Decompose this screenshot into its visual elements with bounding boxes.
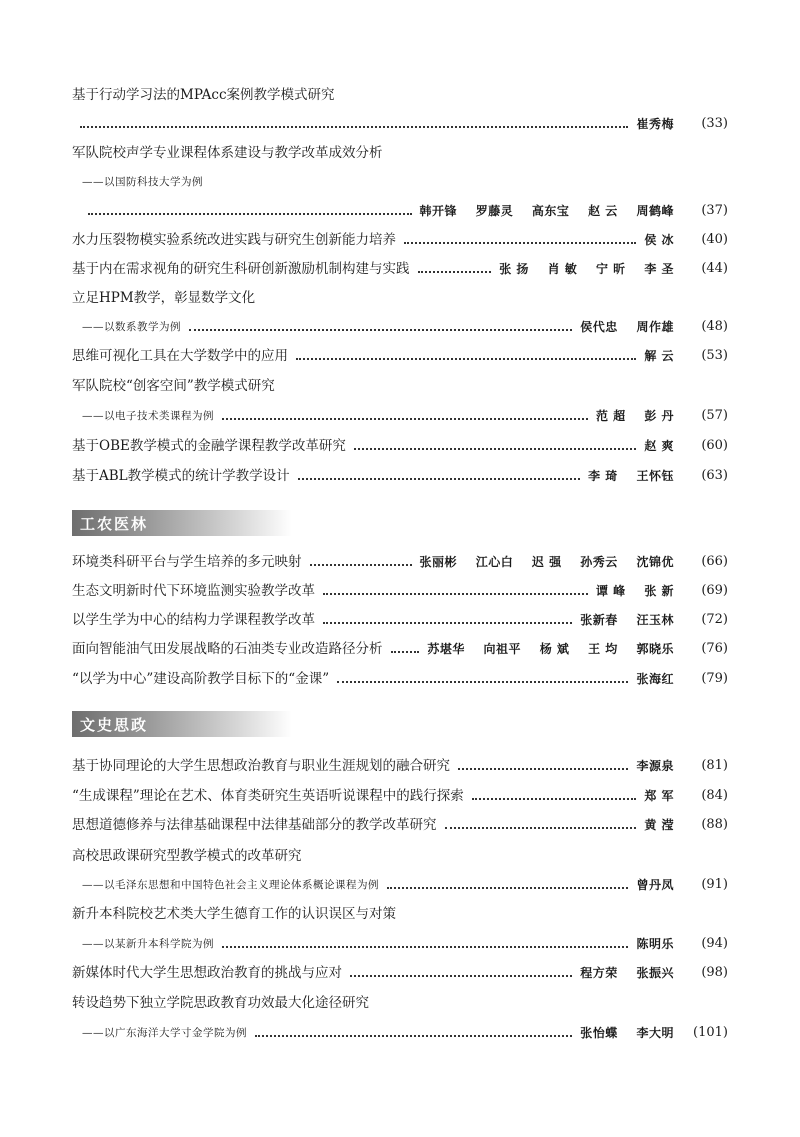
toc-entry-authors: [588, 465, 674, 487]
page-number: (69): [701, 583, 728, 598]
leader-dots: [354, 448, 636, 450]
toc-entry-authors: [644, 785, 674, 807]
toc-entry-authors: [580, 609, 674, 631]
toc-entry-subtitle: ——以电子技术类课程为例: [82, 410, 214, 422]
leader-dots: [472, 798, 637, 800]
leader-dots: [88, 213, 412, 215]
page-number: (81): [701, 758, 728, 773]
author-name: 向祖平: [483, 642, 522, 656]
page-number: (94): [701, 936, 728, 951]
page-number: (98): [701, 965, 728, 980]
page-number: (72): [701, 612, 728, 627]
leader-dots: [458, 768, 628, 770]
author-name: 汪玉林: [636, 613, 674, 627]
toc-entry-subtitle-line: [72, 171, 728, 193]
author-name: 范 超: [595, 409, 626, 423]
author-name: 李 琦: [588, 469, 618, 483]
author-name: 张新春: [580, 613, 618, 627]
author-name: 杨 斌: [539, 642, 570, 656]
author-name: 沈锦优: [636, 555, 674, 569]
author-name: 张怡蝶: [580, 1026, 618, 1040]
author-name: 宁 昕: [595, 262, 626, 276]
toc-entry-line: [72, 1022, 728, 1044]
toc-entry-authors: [636, 113, 674, 135]
page-number: (37): [701, 203, 728, 218]
page-number: (66): [701, 554, 728, 569]
page-number: (88): [701, 817, 728, 832]
author-name: 李源泉: [636, 759, 674, 773]
author-name: 李大明: [636, 1026, 674, 1040]
toc-entry-authors: [420, 200, 675, 222]
author-name: 郭晓乐: [636, 642, 674, 656]
page-number: (101): [693, 1025, 728, 1040]
leader-dots: [296, 358, 636, 360]
toc-entry-authors: [636, 755, 674, 777]
toc-entry-title: 基于内在需求视角的研究生科研创新激励机制构建与实践: [72, 261, 410, 277]
author-name: 黄 滢: [644, 818, 674, 832]
toc-entry-line: [72, 200, 728, 222]
toc-entry-authors: [596, 405, 674, 427]
section-header: [72, 510, 292, 536]
toc-entry-line: [72, 316, 728, 338]
page-number: (33): [701, 116, 728, 131]
page-number: (63): [701, 468, 728, 483]
toc-entry-title: 思维可视化工具在大学数学中的应用: [72, 348, 288, 364]
toc-entry-authors: [644, 345, 674, 367]
author-name: 张丽彬: [419, 555, 458, 569]
toc-entry-line: [72, 258, 728, 280]
toc-entry-line: [72, 814, 728, 836]
page-number: (84): [701, 788, 728, 803]
toc-entry-title: 基于ABL教学模式的统计学教学设计: [72, 468, 290, 484]
page-number: (60): [701, 438, 728, 453]
toc-entry-authors: [499, 258, 674, 280]
leader-dots: [350, 975, 572, 977]
page-number: (48): [701, 319, 728, 334]
section-header: [72, 711, 292, 737]
author-name: 肖 敏: [547, 262, 578, 276]
toc-entry-line: [72, 405, 728, 427]
leader-dots: [189, 329, 572, 331]
toc-entry-line: [72, 874, 728, 896]
toc-entry-line: [72, 580, 728, 602]
author-name: 王怀钰: [636, 469, 674, 483]
toc-entry-subtitle: ——以广东海洋大学寸金学院为例: [82, 1027, 247, 1039]
toc-entry-authors: [636, 933, 674, 955]
toc-entry-line: [72, 465, 728, 487]
author-name: 赵 爽: [644, 439, 674, 453]
toc-entry-authors: [636, 668, 674, 690]
author-name: 高东宝: [531, 204, 570, 218]
toc-entry-subtitle: ——以国防科技大学为例: [82, 176, 203, 188]
page-number: (91): [701, 877, 728, 892]
author-name: 崔秀梅: [636, 117, 674, 131]
author-name: 江心白: [475, 555, 514, 569]
toc-entry-subtitle: ——以毛泽东思想和中国特色社会主义理论体系概论课程为例: [82, 879, 379, 891]
toc-entry-line: [72, 785, 728, 807]
author-name: 陈明乐: [636, 937, 674, 951]
toc-entry-title: 军队院校“创客空间”教学模式研究: [72, 378, 275, 394]
toc-entry-line: [72, 229, 728, 251]
leader-dots: [445, 827, 637, 829]
leader-dots: [255, 1035, 572, 1037]
leader-dots: [323, 593, 588, 595]
page-number: (40): [701, 232, 728, 247]
author-name: 周作雄: [636, 320, 674, 334]
toc-entry-authors: [427, 638, 674, 660]
toc-entry-title: 以学生学为中心的结构力学课程教学改革: [72, 612, 315, 628]
leader-dots: [337, 681, 628, 683]
leader-dots: [418, 271, 492, 273]
toc-entry-line: [72, 933, 728, 955]
toc-entry-title: 军队院校声学专业课程体系建设与教学改革成效分析: [72, 145, 383, 161]
author-name: 曾丹凤: [636, 878, 674, 892]
author-name: 张海红: [636, 672, 674, 686]
leader-dots: [222, 418, 588, 420]
leader-dots: [298, 478, 580, 480]
toc-entry-line: [72, 962, 728, 984]
author-name: 孙秀云: [580, 555, 618, 569]
toc-entry-authors: [596, 580, 674, 602]
toc-entry-authors: [580, 316, 674, 338]
toc-entry-subtitle: ——以数系教学为例: [82, 321, 181, 333]
author-name: 韩开锋: [419, 204, 458, 218]
toc-entry-line: [72, 345, 728, 367]
author-name: 李 圣: [644, 262, 674, 276]
toc-entry-subtitle: ——以某新升本科学院为例: [82, 938, 214, 950]
author-name: 彭 丹: [644, 409, 674, 423]
author-name: 张 新: [644, 584, 674, 598]
toc-entry-authors: [644, 814, 674, 836]
leader-dots: [404, 242, 636, 244]
toc-entry-title: 面向智能油气田发展战略的石油类专业改造路径分析: [72, 641, 383, 657]
toc-entry-line: [72, 435, 728, 457]
toc-entry-title: 生态文明新时代下环境监测实验教学改革: [72, 583, 315, 599]
leader-dots: [222, 946, 628, 948]
author-name: 解 云: [644, 349, 674, 363]
section-title: 文史思政: [80, 715, 149, 734]
toc-entry-title: 转设趋势下独立学院思政教育功效最大化途径研究: [72, 995, 369, 1011]
toc-entry-line: [72, 551, 728, 573]
author-name: 苏堪华: [427, 642, 465, 656]
toc-entry-title: 基于协同理论的大学生思想政治教育与职业生涯规划的融合研究: [72, 758, 450, 774]
toc-entry-line: [72, 113, 728, 135]
author-name: 郑 军: [644, 789, 674, 803]
toc-entry-title: “以学为中心”建设高阶教学目标下的“金课”: [72, 671, 330, 687]
toc-entry-title: 新升本科院校艺术类大学生德育工作的认识误区与对策: [72, 906, 396, 922]
toc-entry-line: [72, 609, 728, 631]
toc-entry-authors: [644, 435, 674, 457]
section-title: 工农医林: [80, 514, 149, 533]
author-name: 张振兴: [636, 966, 674, 980]
toc-entry-authors: [580, 1022, 674, 1044]
toc-entry-title: 高校思政课研究型教学模式的改革研究: [72, 848, 302, 864]
author-name: 程方荣: [580, 966, 618, 980]
leader-dots: [323, 622, 572, 624]
page-number: (57): [701, 408, 728, 423]
leader-dots: [391, 651, 420, 653]
author-name: 罗藤灵: [475, 204, 514, 218]
leader-dots: [387, 887, 628, 889]
page-number: (44): [701, 261, 728, 276]
toc-entry-title: 基于OBE教学模式的金融学课程教学改革研究: [72, 438, 346, 454]
page-number: (76): [701, 641, 728, 656]
toc-entry-title: 思想道德修养与法律基础课程中法律基础部分的教学改革研究: [72, 817, 437, 833]
toc-entry-authors: [636, 874, 674, 896]
author-name: 侯 冰: [644, 233, 674, 247]
toc-entry-authors: [580, 962, 674, 984]
page-number: (53): [701, 348, 728, 363]
leader-dots: [80, 126, 628, 128]
toc-entry-title: “生成课程”理论在艺术、体育类研究生英语听说课程中的践行探索: [72, 788, 464, 804]
toc-entry-line: [72, 638, 728, 660]
author-name: 王 均: [588, 642, 618, 656]
toc-entry-title: 水力压裂物模实验系统改进实践与研究生创新能力培养: [72, 232, 396, 248]
author-name: 赵 云: [588, 204, 618, 218]
author-name: 侯代忠: [580, 320, 618, 334]
toc-entry-title: 环境类科研平台与学生培养的多元映射: [72, 554, 302, 570]
toc-entry-authors: [644, 229, 674, 251]
page-number: (79): [701, 671, 728, 686]
toc-entry-title: 立足HPM教学，彰显数学文化: [72, 290, 256, 306]
author-name: 周鹤峰: [636, 204, 674, 218]
leader-dots: [310, 564, 412, 566]
author-name: 谭 峰: [595, 584, 626, 598]
toc-entry-title: 基于行动学习法的MPAcc案例教学模式研究: [72, 87, 335, 103]
toc-entry-line: [72, 668, 728, 690]
author-name: 迟 强: [531, 555, 562, 569]
toc-entry-authors: [420, 551, 675, 573]
toc-entry-title: 新媒体时代大学生思想政治教育的挑战与应对: [72, 965, 342, 981]
toc-entry-line: [72, 755, 728, 777]
author-name: 张 扬: [499, 262, 529, 276]
